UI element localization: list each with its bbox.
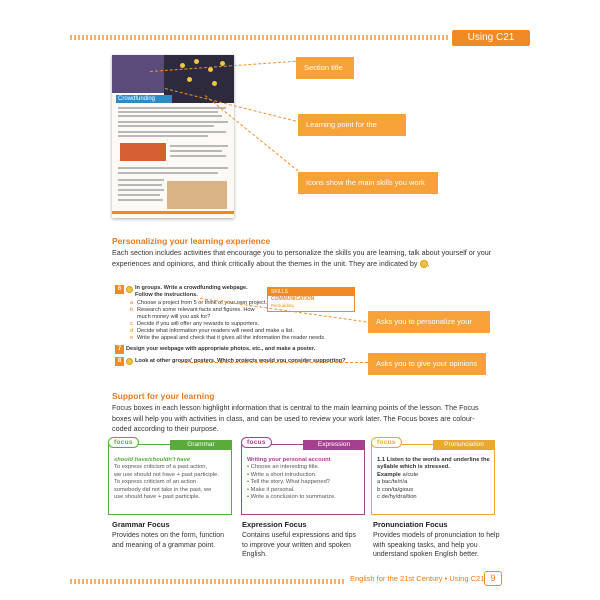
focus-line: b con/ta/gious [377,486,414,493]
page-number: 9 [484,571,502,586]
thumbnail-text-line [118,199,163,201]
callout-personalize: Asks you to personalize your skills [368,311,490,333]
callout-icons: Icons show the main skills you work on. [298,172,438,194]
focus-line: To express criticism of an action [114,479,197,486]
pronunciation-focus-label: Pronunciation Focus [373,520,448,529]
grammar-focus-desc: Provides notes on the form, function and meaning of a grammar point. [112,532,225,549]
thumbnail-light [212,81,217,86]
personalizing-heading: Personalizing your learning experience [112,236,271,246]
thumbnail-text-line [118,135,208,137]
item-letter: d [130,328,134,334]
thumbnail-text-line [170,150,222,152]
thumbnail-text-line [118,125,214,127]
skills-category: COMMUNICATION [271,296,315,302]
focus-line-text: Make it personal. [250,486,295,493]
focus-line-text: Tell the story. What happened? [250,479,331,486]
focus-content [114,457,228,501]
exercise-title: In groups. Write a crowdfunding webpage. [135,285,248,291]
exercise-number: 7 [115,345,124,354]
thumbnail-text-line [118,194,160,196]
footer-text: English for the 21st Century • Using C21 [350,574,485,583]
section-tab: Using C21 [452,30,530,46]
personalizing-text: Each section includes activities that encourage you to personalize the skills you are learning, talk about yourself or your experiences and opinions, and think critically about the themes in the unit. They are indicated by . [112,248,492,268]
example-label: Example [377,471,401,478]
focus-line: • Make it personal. [247,486,295,493]
expression-focus-desc: Contains useful expressions and tips to improve your written and spoken English. [242,532,357,558]
thumbnail-light [194,59,199,64]
focus-content [377,457,491,501]
exercise-title: Follow the instructions. [135,292,198,298]
thumbnail-light [180,63,185,68]
focus-line: somebody did not take in the past, we [114,486,212,493]
focus-tag: focus [108,437,139,448]
opinion-lightbulb-icon [126,358,133,365]
callout-connector [180,362,368,363]
focus-line: c de/hy/dra/tion [377,494,417,501]
thumbnail-text-line [118,167,228,169]
exercise-item: Choose a project from 5 or think of your own project. [137,300,267,306]
thumbnail-text-line [118,115,222,117]
skills-box [267,287,355,312]
book-page-thumbnail [112,55,234,218]
focus-line-text: Write a short introduction. [250,471,317,478]
footer-stripe [70,579,346,584]
thumbnail-text-line [170,145,228,147]
exercise-8-text: Look at other groups' posters. Which projects would you consider supporting? [135,358,346,364]
thumbnail-footer [112,211,234,214]
exercise-number: 8 [115,357,124,366]
thumbnail-text-line [118,184,162,186]
thumbnail-text-line [118,179,164,181]
skills-header: SKILLS [268,288,354,296]
pronunciation-focus-desc: Provides models of pronunciation to help with speaking tasks, and help you understand spoken English better. [373,532,500,558]
focus-content [247,457,361,501]
item-letter: b [130,307,134,313]
thumbnail-text-line [118,189,164,191]
thumbnail-text-line [118,121,228,123]
thumbnail-image [120,143,166,161]
exercise-item: Research some relevant facts and figures. How much money will you ask for? [137,307,255,320]
exercise-item: Write the appeal and check that it gives all the information the reader needs. [137,335,326,341]
focus-line-text: Write a conclusion to summarize. [250,494,336,501]
pronunciation-focus-box [371,437,495,515]
callout-section-title: Section title [296,57,354,79]
focus-example [377,472,491,479]
focus-line: a bac/te/ri/a [377,479,408,486]
skills-detail: Persuading [271,303,294,308]
focus-type-label: Expression [303,440,365,450]
focus-line: • Tell the story. What happened? [247,479,331,486]
item-letter: e [130,335,134,341]
exercise-item: Decide what information your readers will need and make a list. [137,328,295,334]
thumbnail-light [187,77,192,82]
personalizing-text-body: Each section includes activities that encourage you to personalize the skills you are learning, talk about yourself or your experiences and opinions, and think critically about the themes in the unit. They are indicated by [112,248,492,268]
focus-heading: should have/shouldn't have [114,457,191,463]
item-letter: a [130,300,134,306]
personalize-lightbulb-icon [420,260,428,268]
example-word: a/cute [402,471,419,478]
thumbnail-text-line [118,107,226,109]
grammar-focus-box [108,437,232,515]
thumbnail-image [167,181,227,209]
focus-type-label: Pronunciation [433,440,495,450]
focus-heading: Writing your personal account [247,457,331,463]
exercise-number: 6 [115,285,124,294]
thumbnail-text-line [118,131,226,133]
focus-line: use should have + past participle. [114,494,201,501]
exercise-item: Decide if you will offer any rewards to supporters. [137,321,260,327]
thumbnail-text-line [170,155,226,157]
exercise-7-text: Design your webpage with appropriate photos, etc., and make a poster. [126,346,316,352]
thumbnail-title: Crowdfunding [118,96,156,102]
thumbnail-text-line [118,111,218,113]
focus-line: • Write a conclusion to summarize. [247,494,336,501]
support-text: Focus boxes in each lesson highlight information that is central to the main learning points of the lesson. The Focus boxes will help you with activities in class, and can be used to review your work later. The Focus boxes are colour-coded according to their purpose. [112,403,479,433]
focus-line-text: Choose an interesting title. [250,464,320,471]
focus-line: we use should not have + past participle. [114,471,219,478]
callout-learning-point: Learning point for the section. [298,114,406,136]
focus-tag: focus [241,437,272,448]
personalize-lightbulb-icon [126,286,133,293]
focus-tag: focus [371,437,402,448]
thumbnail-text-line [118,172,218,174]
expression-focus-label: Expression Focus [242,520,307,529]
grammar-focus-label: Grammar Focus [112,520,170,529]
callout-opinions: Asks you to give your opinions [368,353,486,375]
focus-line: To express criticism of a past action, [114,464,208,471]
focus-heading: 1.1 Listen to the words and underline the syllable which is stressed. [377,457,490,471]
support-heading: Support for your learning [112,391,215,401]
expression-focus-box [241,437,365,515]
header-stripe [70,35,450,40]
focus-line: • Choose an interesting title. [247,464,320,471]
item-letter: c [130,321,133,327]
focus-line: • Write a short introduction. [247,471,317,478]
focus-type-label: Grammar [170,440,232,450]
